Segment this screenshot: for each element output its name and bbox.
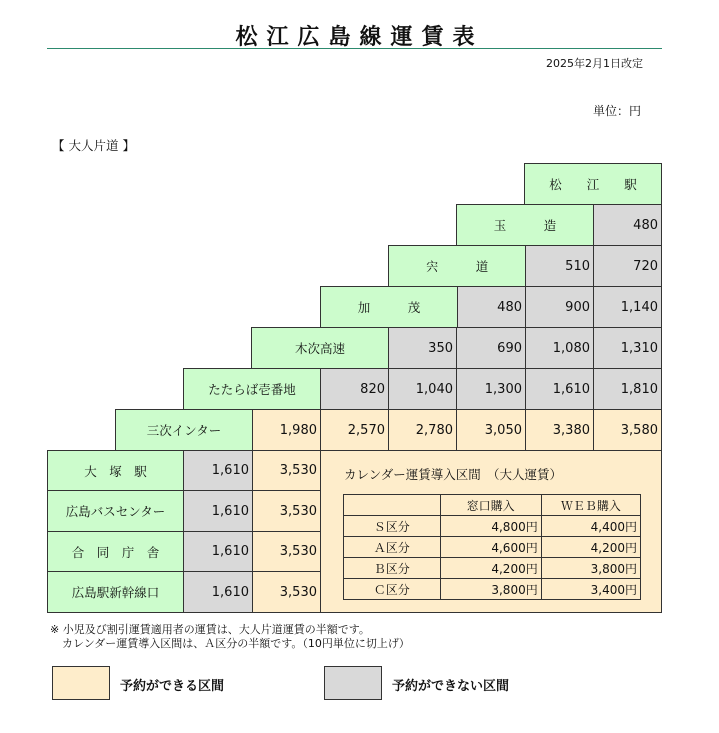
web-fare: 3,400円 xyxy=(541,579,640,600)
table-row xyxy=(344,537,641,558)
revision-date: 2025年2月1日改定 xyxy=(546,57,643,70)
window-fare: 4,800円 xyxy=(440,516,541,537)
station-tatarabaki: たたらば壱番地 xyxy=(183,368,321,410)
station-tamatsukuri: 玉 造 xyxy=(456,204,594,246)
fare-cell: 1,810 xyxy=(593,368,662,410)
note-line-1: ※ 小児及び割引運賃適用者の運賃は、大人片道運賃の半額です。 xyxy=(50,623,370,636)
web-fare: 4,200円 xyxy=(541,537,640,558)
table-row xyxy=(344,516,641,537)
unit-label: 単位：円 xyxy=(592,104,641,118)
table-row xyxy=(344,558,641,579)
class-label: Ｂ区分 xyxy=(344,558,441,579)
calendar-heading: カレンダー運賃導入区間 （大人運賃） xyxy=(344,467,562,482)
station-otsuka: 大 塚 駅 xyxy=(47,450,184,491)
window-fare: 3,800円 xyxy=(440,579,541,600)
window-fare: 4,600円 xyxy=(440,537,541,558)
fare-cell: 3,530 xyxy=(252,571,321,613)
title-divider xyxy=(47,48,662,49)
page-title: 松江広島線運賃表 xyxy=(235,25,484,50)
legend-swatch-reservable xyxy=(52,666,110,700)
fare-cell: 1,140 xyxy=(593,286,662,328)
web-fare: 3,800円 xyxy=(541,558,640,579)
fare-cell: 1,300 xyxy=(456,368,526,410)
fare-cell: 1,080 xyxy=(525,327,594,369)
station-miyoshi: 三次インター xyxy=(115,409,253,451)
fare-cell: 480 xyxy=(457,286,526,328)
col-web: ＷＥＢ購入 xyxy=(541,495,640,516)
fare-cell: 1,610 xyxy=(525,368,594,410)
section-label: 【 大人片道 】 xyxy=(52,138,135,153)
fare-cell: 720 xyxy=(593,245,662,287)
fare-cell: 1,040 xyxy=(388,368,457,410)
legend-label-not-reservable: 予約ができない区間 xyxy=(392,679,510,694)
station-godochosha: 合 同 庁 舎 xyxy=(47,531,184,572)
legend-label-reservable: 予約ができる区間 xyxy=(120,679,225,694)
calendar-corner xyxy=(344,495,441,516)
table-row xyxy=(344,579,641,600)
class-label: Ｃ区分 xyxy=(344,579,441,600)
fare-cell: 2,570 xyxy=(320,409,389,451)
fare-cell: 350 xyxy=(388,327,457,369)
fare-cell: 690 xyxy=(456,327,526,369)
fare-cell: 1,610 xyxy=(183,531,253,572)
calendar-fare-table xyxy=(343,494,641,600)
fare-cell: 3,380 xyxy=(525,409,594,451)
fare-cell: 900 xyxy=(525,286,594,328)
fare-cell: 3,530 xyxy=(252,531,321,572)
station-bus-center: 広島バスセンター xyxy=(47,490,184,532)
fare-cell: 480 xyxy=(593,204,662,246)
fare-cell: 820 xyxy=(320,368,389,410)
class-label: Ｓ区分 xyxy=(344,516,441,537)
note-line-2: カレンダー運賃導入区間は、Ａ区分の半額です。（10円単位に切上げ） xyxy=(62,637,410,650)
fare-cell: 3,530 xyxy=(252,490,321,532)
station-kisuki: 木次高速 xyxy=(251,327,389,369)
station-shinkansen: 広島駅新幹線口 xyxy=(47,571,184,613)
fare-cell: 3,580 xyxy=(593,409,662,451)
station-matsue: 松 江 駅 xyxy=(524,163,662,205)
window-fare: 4,200円 xyxy=(440,558,541,579)
fare-cell: 1,610 xyxy=(183,450,253,491)
fare-cell: 3,050 xyxy=(456,409,526,451)
station-shinji: 宍 道 xyxy=(388,245,526,287)
legend-swatch-not-reservable xyxy=(324,666,382,700)
fare-cell: 1,610 xyxy=(183,571,253,613)
class-label: Ａ区分 xyxy=(344,537,441,558)
web-fare: 4,400円 xyxy=(541,516,640,537)
fare-cell: 1,610 xyxy=(183,490,253,532)
fare-cell: 1,980 xyxy=(252,409,321,451)
fare-cell: 510 xyxy=(525,245,594,287)
fare-cell: 3,530 xyxy=(252,450,321,491)
station-kamo: 加 茂 xyxy=(320,286,458,328)
fare-cell: 1,310 xyxy=(593,327,662,369)
fare-cell: 2,780 xyxy=(388,409,457,451)
col-window: 窓口購入 xyxy=(440,495,541,516)
